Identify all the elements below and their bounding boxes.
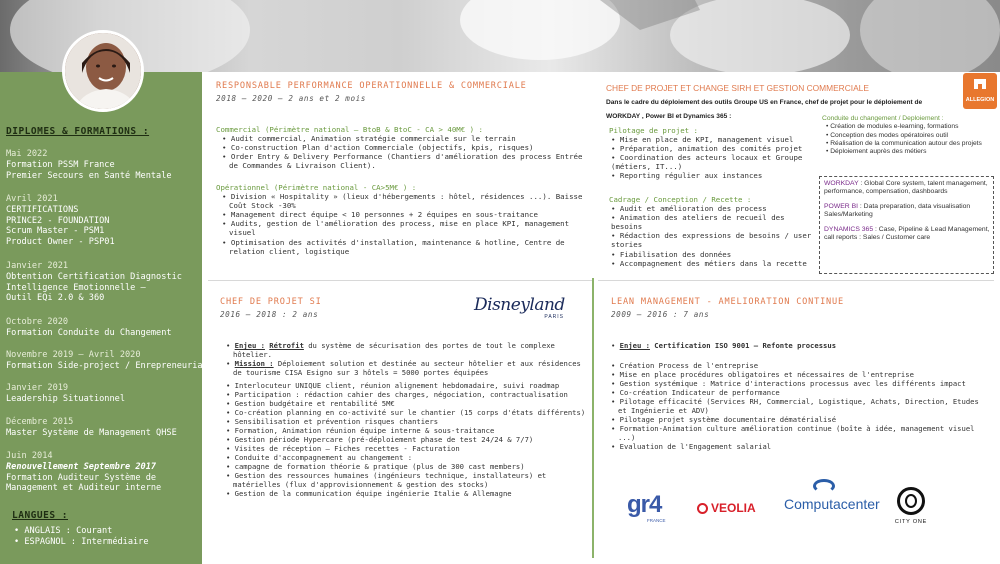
allegion-logo: ALLEGION [963,73,997,109]
si-title: CHEF DE PROJET SI [220,297,322,307]
puzzle-hands-image [0,0,1000,72]
sirh-intro: Dans le cadre du déploiement des outils Groupe US en France, chef de projet pour le déploiement de WORKDAY , Power BI et Dynamics 365 : [606,99,923,120]
sirh-title: CHEF DE PROJET ET CHANGE SIRH ET GESTION COMMERCIALE [606,83,869,93]
lean-enjeu: • Enjeu : Certification ISO 9001 – Refonte processus [611,341,837,350]
gr4-logo: gr4 FRANCE [627,491,666,523]
lean-dates: 2009 – 2016 : 7 ans [611,310,710,319]
section-divider-left [208,280,592,281]
header-banner-photo [0,0,1000,72]
avatar [62,30,144,112]
resp-title: RESPONSABLE PERFORMANCE OPERATIONNELLE & COMMERCIALE [216,81,527,91]
disneyland-logo: Disneyland PARIS [474,295,565,320]
section-divider-right [598,280,994,281]
resp-operationnel: Opérationnel (Périmètre national - CA>5M€ ) : • Division « Hospitality » (lieux d'hébergements : hôtel, résidences ...). Baisse Coût Stock -30% • Management direct équipe < 10 personnes + 2 équipes en sous-traitance • Audits, gestion de l'amélioration des process, mise en place KPI, management visuel • Optimisation des activités d'installation, maintenance & hotline, Centre de relation client, logistique [216,183,586,256]
langues-heading: LANGUES : [12,510,68,521]
sidebar-entry-2: Janvier 2021 Obtention Certification Diagnostic Intelligence Emotionnelle – Outil EQi 2.0 & 360 [6,261,182,304]
si-dates: 2016 – 2018 : 2 ans [220,310,319,319]
sidebar-entry-6: Décembre 2015 Master Système de Management QHSE [6,417,177,438]
resp-commercial: Commercial (Périmètre national – BtoB & BtoC - CA > 40M€ ) : • Audit commercial, Animation stratégie commerciale sur le terrain • Co-construction Plan d'action Commerciale (objectifs, kpis, risques) • Order Entry & Delivery Performance (Chantiers d'amélioration des process Entrée de Commandes & Livraison Client). [216,125,586,170]
lean-items: • Création Process de l'entreprise • Mise en place procédures obligatoires et nécessaires de l'entreprise • Gestion systémique : Matrice d'interactions processus avec les différents impact • Co-création Indicateur de performance • Pilotage efficacité (Services RH, Commercial, Logistique, Achats, Direction, Etudes et Ingénierie et ADV) • Pilotage projet système documentaire dématérialisé • Formation-Animation culture amélioration continue (boîte à idée, management visuel ...) • Evaluation de l'Engagement salarial [611,361,991,451]
resp-dates: 2018 – 2020 – 2 ans et 2 mois [216,94,366,103]
veolia-logo: VEOLIA [697,501,756,515]
sirh-conduite: Conduite du changement / Deploiement : • Création de modules e-learning, formations • Conception des modes opératoires outil • Réalisation de la communication autour des projets • Déploiement auprès des métiers [822,115,994,156]
column-divider [592,278,594,558]
si-items: • Interlocuteur UNIQUE client, réunion alignement hebdomadaire, suivi roadmap • Participation : rédaction cahier des charges, négociation, contractualisation • Gestion budgétaire et rentabilité 5M€ • Co-création planning en co-activité sur le chantier (15 corps d'états différents) • Sensibilisation et prévention risques chantiers • Formation, Animation réunion équipe interne & sous-traitance • Gestion période Hypercare (pré-déploiement phase de test 24/24 & 7/7) • Visites de réception – Fiches recettes - Facturation • Conduite d'accompagnement au changement : • campagne de formation théorie & pratique (plus de 300 cast members) • Gestion des ressources humaines (ingénieurs technique, installateurs) et matérielles (flux d'approvisionnement & gestion des stocks) • Gestion de la communication équipe ingénierie Italie & Allemagne [226,381,588,498]
sidebar-entry-0: Mai 2022 Formation PSSM France Premier Secours en Santé Mentale [6,149,172,181]
sirh-cadrage: Cadrage / Conception / Recette : • Audit et amélioration des process • Animation des ateliers de recueil des besoins • Rédaction des expressions de besoins / user stories • Fiabilisation des données • Accompagnement des métiers dans la recette [609,195,819,268]
sidebar-entry-4: Novembre 2019 – Avril 2020 Formation Side-project / Enrepreneuriat [6,350,208,371]
sidebar-entry-5: Janvier 2019 Leadership Situationnel [6,383,125,404]
diplomes-heading: DIPLOMES & FORMATIONS : [6,126,150,137]
sidebar-entry-3: Octobre 2020 Formation Conduite du Changement [6,317,172,338]
lean-title: LEAN MANAGEMENT - AMELIORATION CONTINUE [611,297,844,307]
computacenter-logo: Computacenter [784,479,880,512]
cityone-logo: CITY ONE [886,487,936,525]
langues-list: • ANGLAIS : Courant • ESPAGNOL : Intermédiaire [14,526,149,547]
sidebar-entry-1: Avril 2021 CERTIFICATIONS PRINCE2 - FOUNDATION Scrum Master - PSM1 Product Owner - PSP01 [6,194,115,248]
tools-list: WORKDAY : Global Core system, talent management, performance, compensation, dashboards POWER BI : Data preparation, data visualisation Sales/Marketing DYNAMICS 365 : Case, Pipeline & Lead Management, call reports : Sales / Customer care [824,180,990,242]
si-enjeu: • Enjeu : Rétrofit du système de sécurisation des portes de tout le complexe hôtelier. • Mission : Déploiement solution et destinée au secteur hôtelier et aux résidences de tourisme CISA Esigno sur 3 hôtels = 5000 portes équipées [226,341,581,377]
sidebar-entry-7: Juin 2014 Renouvellement Septembre 2017 Formation Auditeur Système de Management et Auditeur interne [6,451,162,494]
sirh-pilotage: Pilotage de projet : • Mise en place de KPI, management visuel • Préparation, animation des comités projet • Coordination des acteurs locaux et Groupe (métiers, IT...) • Reporting régulier aux instances [609,126,814,181]
